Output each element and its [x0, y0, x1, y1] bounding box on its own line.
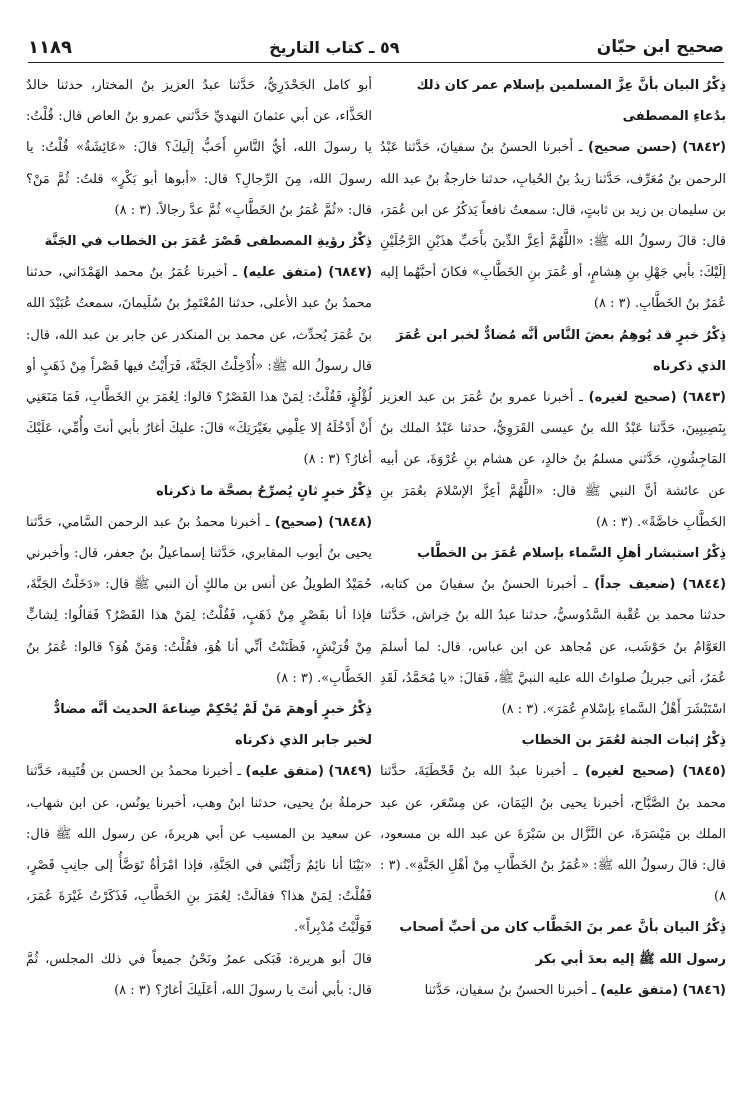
hadith-paragraph — [380, 569, 726, 725]
hadith-paragraph — [380, 975, 726, 1006]
hadith-number: (٦٨٤٩) — [328, 764, 372, 780]
header-divider — [28, 62, 724, 63]
hadith-text: ـ أخبرنا محمدُ بن الحسن بن قُتَيبة، حَدَّثنا حرملةُ بنُ يحيى، حدثنا ابنُ وهب، أخبرنا يونُس، عن ابن شهاب، عن سعيد بن المسيب عن أبي هريرةَ، عن رسول الله ﷺ قال: «بَيْنَا أنا نائِمٌ رَأَيْتُني في الجَنَّةِ، فإذا امْرَأةٌ تَوَضَّأُ إلى جانِبِ قَصْرٍ، فَقُلْتُ: لِمَنْ هذا؟ فقالَتْ: لِعُمَرَ بنِ الخَطَّابِ، فَذَكَرْتُ غَيْرَةَ عُمَرَ، فَوَلَّيْتُ مُدْبِراً». — [26, 764, 372, 936]
hadith-paragraph — [380, 382, 726, 538]
section-heading: ذِكْرُ رؤيةِ المصطفى قَصْرَ عُمَرَ بن الخطاب في الجَنَّة — [44, 234, 372, 250]
hadith-grade: (صحيح لغيره) — [588, 390, 677, 406]
hadith-grade: (ضعيف جداً) — [594, 577, 676, 593]
hadith-text: ـ أخبرنا عُمَرُ بنُ محمد الهَمْدَاني، حدثنا محمدُ بنُ عبد الأعلى، حدثنا المُعْتَمِرُ بنُ سُلَيمانَ، سمعتُ عُبَيْدَ الله بنَ عُمَرَ يُحدِّث، عن محمد بن المنكدر عن جابر بن عبد الله، قال: قال رسولُ الله ﷺ: «أُدْخِلْتُ الجَنَّةَ، فَرَأَيْتُ فيها قَصْراً مِنْ ذَهَبٍ أو لُؤْلُؤٍ، فَقُلْتُ: لِمَنْ هذا القَصْرُ؟ قالوا: لِعُمَرَ بنِ الخَطَّابِ، فَمَا مَنَعَنِي أَنْ أَدْخُلَهُ إلا عِلْمِي بغَيْرَتِكَ» قالَ: عليكَ أغارُ بأبي أنتَ وأُمِّي، عَلَيْكَ أغارُ؟ (٣ : ٨) — [26, 265, 372, 468]
hadith-grade: (حسن صحيح) — [588, 140, 677, 156]
hadith-paragraph — [380, 132, 726, 319]
hadith-number: (٦٨٤٣) — [682, 390, 726, 406]
hadith-number: (٦٨٤٤) — [682, 577, 726, 593]
section-heading: ذِكْرُ خبرٍ أوهمَ مَنْ لَمْ يُحْكِمْ صِناعةَ الحديث أنَّه مضادٌّ لخبر جابر الذي ذكرناه — [53, 702, 372, 749]
body-paragraph: أبو كامل الجَحْدَرِيُّ، حَدَّثنا عبدُ العزيز بنُ المختار، حدثنا خالدٌ الحَذَّاء، عن أبي عثمانَ النهديِّ حَدَّثني عمرو بنُ العاص قال: قُلْتُ: يا رسولَ الله، أيُّ النَّاسِ أَحَبُّ إلَيكَ؟ قالَ: «عَائِشَةُ» قُلْتُ: يا رسولَ الله، مِنَ الرِّجالِ؟ قال: «أبوها أبو بَكْرٍ» قلتُ: ثُمَّ مَنْ؟ قال: «ثُمَّ عُمَرُ بنُ الخَطَّابِ» ثُمَّ عدَّ رجالاً. (٣ : ٨) — [26, 78, 372, 218]
page-header — [28, 32, 724, 62]
hadith-paragraph — [380, 756, 726, 912]
hadith-number: (٦٨٤٨) — [328, 514, 372, 530]
chapter-title: ٥٩ ـ كتاب التاريخ — [269, 37, 400, 57]
hadith-text: ـ أخبرنا الحسنُ بنُ سفيان، حَدَّثنا — [424, 982, 596, 998]
hadith-grade: (متفق عليه) — [599, 982, 679, 998]
right-column — [380, 70, 726, 1076]
section-heading: ذِكْرُ خبرٍ ثانٍ يُصرِّحُ بصحَّة ما ذكرناه — [156, 483, 372, 499]
hadith-paragraph — [26, 756, 372, 943]
hadith-text: ـ أخبرنا عمرو بنُ عُمَرَ بن عبد العزيز بِنَصِيبِينَ، حَدَّثنا عَبْدُ الله بنُ عيسى القَرَوِيُّ، حدثنا عَبْدُ الملك بنُ المَاجِشُونِ، حَدَّثني مسلمُ بنُ خالدٍ، عن هشام بنِ عُرْوَةَ، عن أبيه عن عائشة أنَّ النبي ﷺ قال: «اللَّهُمَّ أعِزَّ الإسْلامَ بعُمَرَ بنِ الخَطَّابِ خاصَّةً». (٣ : ٨) — [380, 390, 726, 530]
hadith-text: ـ أخبرنا الحسنُ بنُ سفيانَ، حَدَّثنا عَبْدُ الرحمن بنُ مُعَرِّف، حَدَّثنا زيدُ بنُ الحُبابِ، حدثنا خارجةُ بنُ عبد الله بن سليمان بن زيد بن ثابتٍ، قال: سمعتُ نافعاً يَذكُرُ عن ابن عُمَرَ، قال: قالَ رسولُ الله ﷺ: «اللَّهُمَّ أعِزَّ الدِّينَ بأَحَبِّ هذَيْنِ الرَّجُلَيْنِ إلَيْكَ: بأبي جَهْلِ بنِ هِشامٍ، أو عُمَرَ بنِ الخَطَّابِ» فكانَ أحبَّهُما إليه عُمَرُ بنُ الخَطَّابِ. (٣ : ٨) — [380, 140, 726, 312]
hadith-text: ـ أخبرنا محمدُ بنُ عبد الرحمن السَّامي، حَدَّثنا يحيى بنُ أيوب المقابري، حَدَّثنا إسماعيلُ بنُ جعفر، قال: وأخبرني حُمَيْدٌ الطويلُ عن أنس بن مالكٍ أن النبي ﷺ قال: «دَخَلْتُ الجَنَّةَ، فإذا أنا بقَصْرٍ مِنْ ذَهَبٍ، فَقُلْتُ: لِمَنْ هذا القَصْرُ؟ فَقالُوا: لِشابٍّ مِنْ قُرَيْشٍ، فَظَنَنْتُ أنِّي أنا هُوَ، فقُلْتُ: وَمَنْ هُوَ؟ قالوا: عُمَرُ بنُ الخَطَّابِ». (٣ : ٨) — [26, 514, 372, 686]
section-heading: ذِكْرُ إثبات الجنة لعُمَرَ بن الخطاب — [521, 733, 726, 749]
hadith-text: ـ أخبرنا الحسنُ بنُ سفيانَ من كتابه، حدثنا محمد بن عُقْبة السَّدُوسيُّ، حدثنا عبدُ الله بنُ خِراش، حَدَّثنا العَوَّامُ بنُ حَوْشَب، عن مُجاهد عن ابن عباس، قال: لما أسلمَ عُمَرُ، أتى جبريلُ صلواتُ الله عليه النبيَّ ﷺ، فَقالَ: «يا مُحَمَّدُ، لَقَدِ اسْتَبْشَرَ أَهْلُ السَّماءِ بإسْلامِ عُمَرَ». (٣ : ٨) — [380, 577, 726, 718]
hadith-number: (٦٨٤٦) — [682, 982, 726, 998]
hadith-paragraph — [26, 507, 372, 694]
hadith-grade: (متفق عليه) — [245, 764, 324, 780]
hadith-grade: (صحيح) — [274, 514, 324, 530]
body-paragraph: قالَ أبو هريرة: فَبَكى عمرُ ونَحْنُ جميعاً في ذلك المجلس، ثُمَّ قال: بأبي أنتَ يا رسولَ الله، أعَلَيكَ أغارُ؟ (٣ : ٨) — [26, 951, 372, 998]
section-heading: ذِكْرُ البيان بأنَّ عِزَّ المسلمين بإسلام عمر كان ذلك بدُعاءِ المصطفى — [416, 78, 726, 125]
hadith-grade: (صحيح لغيره) — [584, 764, 675, 780]
hadith-text: ـ أخبرنا عبدُ الله بنُ قَحْطَبَةَ، حدَّثنا محمد بنُ الصَّبَّاح، أخبرنا يحيى بنُ اليَمَان، عن مِسْعَر، عن عبد الملك بن مَيْسَرَةَ، عن النَّزَّال بن سَبْرَةَ عن عبد الله بن مسعود، قال: قالَ رسولُ الله ﷺ: «عُمَرُ بنُ الخَطَّابِ مِنْ أهْلِ الجَنَّةِ». (٣ : ٨) — [380, 764, 726, 905]
hadith-number: (٦٨٤٧) — [328, 265, 372, 281]
section-heading: ذِكْرُ البيان بأنَّ عمر بنَ الخَطَّاب كان من أحبِّ أصحاب رسول الله ﷺ إليه بعدَ أبي بكر — [399, 920, 726, 967]
hadith-grade: (متفق عليه) — [242, 265, 323, 281]
book-title: صحيح ابن حبّان — [596, 37, 724, 57]
hadith-number: (٦٨٤٥) — [682, 764, 726, 780]
hadith-paragraph — [26, 257, 372, 475]
hadith-number: (٦٨٤٢) — [682, 140, 726, 156]
left-column — [26, 70, 372, 1076]
section-heading: ذِكْرُ استبشار أهلِ السَّماء بإسلام عُمَرَ بن الخطَّاب — [417, 546, 726, 562]
section-heading: ذِكْرُ خبرٍ قد يُوهِمُ بعضَ النَّاس أنَّه مُضادٌّ لخبر ابن عُمَرَ الذي ذكرناه — [395, 327, 726, 374]
page-number: ١١٨٩ — [28, 36, 72, 58]
